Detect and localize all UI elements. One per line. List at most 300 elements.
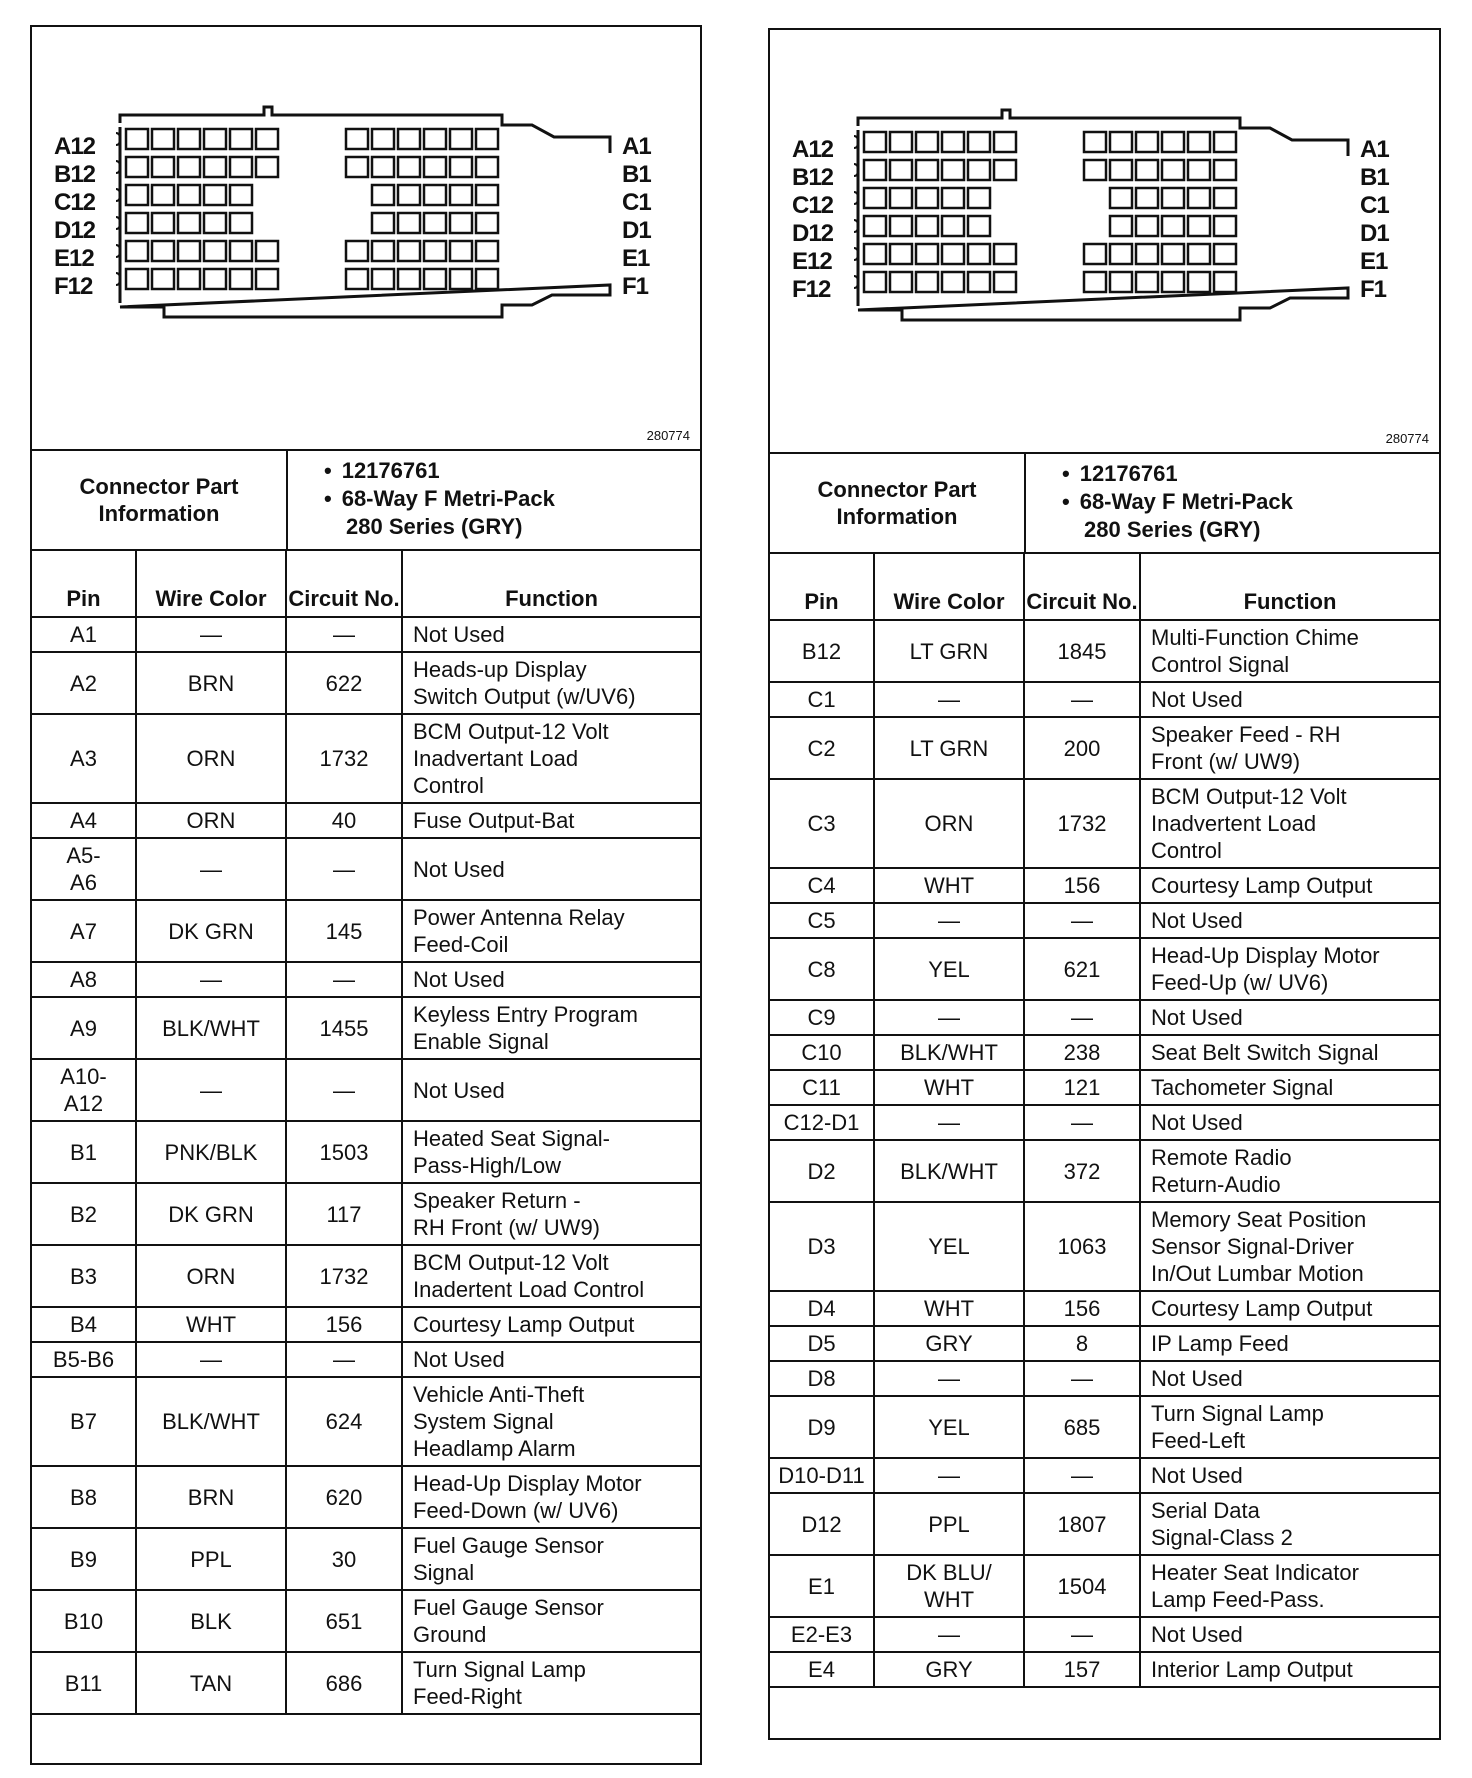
pin-cavity <box>256 129 278 149</box>
pin-cavity <box>450 241 472 261</box>
pin-cavity <box>424 213 446 233</box>
pin-row <box>770 1105 1439 1140</box>
col-header-circuit: Circuit No. <box>286 551 402 617</box>
pin-cavity <box>1110 216 1132 236</box>
pin-cavity <box>346 269 368 289</box>
pin-cavity <box>1188 188 1210 208</box>
row-label-left: E12 <box>792 248 832 275</box>
pin-row <box>32 1307 700 1342</box>
wire-color-cell: — <box>136 962 286 997</box>
circuit-cell: 624 <box>286 1377 402 1466</box>
row-bracket <box>116 245 120 257</box>
circuit-cell: — <box>286 838 402 900</box>
pin-cavity <box>372 241 394 261</box>
part-info-label: Connector Part Information <box>770 454 1026 552</box>
pin-cavity <box>994 132 1016 152</box>
pin-cavity <box>942 216 964 236</box>
wire-color-cell: GRY <box>874 1326 1024 1361</box>
pin-cavity <box>398 157 420 177</box>
pin-row <box>770 1035 1439 1070</box>
col-header-pin: Pin <box>770 554 874 620</box>
pin-row <box>770 1140 1439 1202</box>
pin-cavity <box>398 213 420 233</box>
function-cell: Turn Signal Lamp Feed-Right <box>402 1652 700 1714</box>
pin-cavity <box>916 132 938 152</box>
pin-cavity <box>1214 244 1236 264</box>
pin-cavity <box>398 269 420 289</box>
pin-row <box>770 1000 1439 1035</box>
pin-cavity <box>1214 272 1236 292</box>
wire-color-cell: DK GRN <box>136 1183 286 1245</box>
wire-color-cell: BRN <box>136 1466 286 1528</box>
pin-row <box>32 714 700 803</box>
connector-face-drawing <box>770 30 1439 450</box>
pin-cell: B11 <box>32 1652 136 1714</box>
pin-cell: E4 <box>770 1652 874 1687</box>
pin-cavity <box>864 272 886 292</box>
pin-row <box>32 652 700 714</box>
pin-cavity <box>204 213 226 233</box>
row-label-right: C1 <box>622 189 651 216</box>
pin-cavity <box>372 269 394 289</box>
pin-cavity <box>398 129 420 149</box>
connector-panel-left <box>30 25 702 1765</box>
wire-color-cell: BLK/WHT <box>874 1140 1024 1202</box>
row-bracket <box>854 248 858 260</box>
connector-part-info <box>32 451 700 551</box>
pin-row <box>770 717 1439 779</box>
wire-color-cell: BLK/WHT <box>874 1035 1024 1070</box>
wire-color-cell: WHT <box>136 1307 286 1342</box>
function-cell: Not Used <box>402 617 700 652</box>
row-label-right: B1 <box>1360 164 1389 191</box>
pin-cell: D9 <box>770 1396 874 1458</box>
pin-cavity <box>1188 216 1210 236</box>
pin-row <box>32 1466 700 1528</box>
pin-cavity <box>126 269 148 289</box>
row-bracket <box>854 220 858 232</box>
wire-color-cell: PPL <box>874 1493 1024 1555</box>
wire-color-cell: TAN <box>136 1652 286 1714</box>
pin-row <box>32 803 700 838</box>
pin-cavity <box>476 157 498 177</box>
function-cell: Speaker Feed - RH Front (w/ UW9) <box>1140 717 1439 779</box>
pin-cavity <box>256 269 278 289</box>
row-label-left: C12 <box>792 192 834 219</box>
pin-row <box>32 1652 700 1714</box>
pin-cavity <box>424 241 446 261</box>
function-cell: Not Used <box>402 838 700 900</box>
circuit-cell: 156 <box>1024 1291 1140 1326</box>
pin-cavity <box>204 241 226 261</box>
circuit-cell: 1807 <box>1024 1493 1140 1555</box>
pin-row <box>770 779 1439 868</box>
connector-diagram <box>770 30 1439 454</box>
function-cell: Fuel Gauge Sensor Signal <box>402 1528 700 1590</box>
row-bracket <box>116 161 120 173</box>
circuit-cell: 145 <box>286 900 402 962</box>
connector-diagram <box>32 27 700 451</box>
circuit-cell: — <box>1024 1361 1140 1396</box>
pin-cavity <box>1162 244 1184 264</box>
pin-cavity <box>398 185 420 205</box>
pin-cavity <box>1136 244 1158 264</box>
pin-cell: C2 <box>770 717 874 779</box>
wire-color-cell: BLK/WHT <box>136 997 286 1059</box>
pin-cavity <box>346 241 368 261</box>
pin-cavity <box>126 241 148 261</box>
pin-cavity <box>126 185 148 205</box>
pin-cavity <box>1188 132 1210 152</box>
wire-color-cell: BRN <box>136 652 286 714</box>
pin-cell: C3 <box>770 779 874 868</box>
function-cell: Fuel Gauge Sensor Ground <box>402 1590 700 1652</box>
pin-row <box>32 838 700 900</box>
pin-cell: C12-D1 <box>770 1105 874 1140</box>
wire-color-cell: — <box>874 1617 1024 1652</box>
pin-cavity <box>450 129 472 149</box>
pin-cell: A7 <box>32 900 136 962</box>
function-cell: BCM Output-12 Volt Inadertent Load Control <box>402 1245 700 1307</box>
function-cell: Not Used <box>402 1059 700 1121</box>
row-label-left: E12 <box>54 245 94 272</box>
pin-cavity <box>178 241 200 261</box>
row-label-right: A1 <box>622 133 651 160</box>
function-cell: Not Used <box>1140 1617 1439 1652</box>
pin-cavity <box>864 216 886 236</box>
pin-cavity <box>230 241 252 261</box>
pin-cavity <box>450 185 472 205</box>
function-cell: Power Antenna Relay Feed-Coil <box>402 900 700 962</box>
wire-color-cell: WHT <box>874 1070 1024 1105</box>
pin-cavity <box>942 188 964 208</box>
pin-row <box>770 1326 1439 1361</box>
row-bracket <box>116 133 120 145</box>
pin-cavity <box>204 129 226 149</box>
circuit-cell: 40 <box>286 803 402 838</box>
circuit-cell: 8 <box>1024 1326 1140 1361</box>
pin-cavity <box>476 213 498 233</box>
pin-cavity <box>424 185 446 205</box>
row-label-right: B1 <box>622 161 651 188</box>
pin-cavity <box>916 188 938 208</box>
pin-cavity <box>890 216 912 236</box>
function-cell: Tachometer Signal <box>1140 1070 1439 1105</box>
function-cell: Not Used <box>1140 903 1439 938</box>
function-cell: Not Used <box>1140 682 1439 717</box>
part-series: 280 Series (GRY) <box>1084 517 1261 542</box>
wire-color-cell: PPL <box>136 1528 286 1590</box>
pin-cell: B1 <box>32 1121 136 1183</box>
circuit-cell: 685 <box>1024 1396 1140 1458</box>
pin-cell: A4 <box>32 803 136 838</box>
pin-cavity <box>178 157 200 177</box>
pin-cavity <box>424 269 446 289</box>
pin-cavity <box>1136 272 1158 292</box>
pin-cavity <box>398 241 420 261</box>
pin-cell: D8 <box>770 1361 874 1396</box>
pin-row <box>32 997 700 1059</box>
row-label-left: A12 <box>54 133 96 160</box>
pin-cavity <box>476 129 498 149</box>
pin-row <box>770 1493 1439 1555</box>
pin-cavity <box>916 216 938 236</box>
pin-cavity <box>372 157 394 177</box>
pin-cavity <box>994 244 1016 264</box>
pin-cavity <box>204 157 226 177</box>
pin-cell: B7 <box>32 1377 136 1466</box>
pin-cavity <box>1214 160 1236 180</box>
function-cell: Not Used <box>1140 1105 1439 1140</box>
row-bracket <box>854 276 858 288</box>
row-label-left: B12 <box>792 164 834 191</box>
pinout-rows <box>32 617 700 1714</box>
pin-cell: C1 <box>770 682 874 717</box>
function-cell: Not Used <box>402 1342 700 1377</box>
pin-row <box>32 1183 700 1245</box>
pin-cell: B5-B6 <box>32 1342 136 1377</box>
function-cell: Head-Up Display Motor Feed-Down (w/ UV6) <box>402 1466 700 1528</box>
pin-cell: C11 <box>770 1070 874 1105</box>
row-label-right: E1 <box>1360 248 1388 275</box>
wire-color-cell: BLK/WHT <box>136 1377 286 1466</box>
pin-cavity <box>230 213 252 233</box>
pin-cavity <box>372 213 394 233</box>
wire-color-cell: — <box>874 903 1024 938</box>
pin-cavity <box>178 185 200 205</box>
circuit-cell: 1732 <box>1024 779 1140 868</box>
pin-row <box>32 900 700 962</box>
pin-cavity <box>1110 272 1132 292</box>
row-label-right: F1 <box>1360 276 1387 303</box>
row-bracket <box>116 273 120 285</box>
pin-cell: E1 <box>770 1555 874 1617</box>
pin-cavity <box>864 244 886 264</box>
row-label-right: D1 <box>622 217 651 244</box>
row-label-right: A1 <box>1360 136 1389 163</box>
part-info-values: • 12176761 • 68-Way F Metri-Pack 280 Series (GRY) <box>1026 454 1439 552</box>
row-label-right: C1 <box>1360 192 1389 219</box>
pin-cell: C4 <box>770 868 874 903</box>
pin-cavity <box>450 269 472 289</box>
pin-cavity <box>476 241 498 261</box>
pin-cavity <box>994 160 1016 180</box>
wire-color-cell: YEL <box>874 938 1024 1000</box>
circuit-cell: 1845 <box>1024 620 1140 682</box>
pin-row <box>770 1070 1439 1105</box>
pin-cavity <box>890 272 912 292</box>
wire-color-cell: — <box>136 1059 286 1121</box>
pin-row <box>32 1528 700 1590</box>
pin-cavity <box>942 244 964 264</box>
circuit-cell: — <box>1024 903 1140 938</box>
pin-row <box>770 620 1439 682</box>
pin-cell: E2-E3 <box>770 1617 874 1652</box>
pin-cavity <box>1136 216 1158 236</box>
function-cell: Interior Lamp Output <box>1140 1652 1439 1687</box>
col-header-function: Function <box>1140 554 1439 620</box>
pin-cell: A5- A6 <box>32 838 136 900</box>
pin-cavity <box>178 213 200 233</box>
pin-row <box>32 1590 700 1652</box>
pin-cavity <box>1214 132 1236 152</box>
col-header-circuit: Circuit No. <box>1024 554 1140 620</box>
pin-cavity <box>450 157 472 177</box>
row-label-left: F12 <box>792 276 831 303</box>
circuit-cell: 117 <box>286 1183 402 1245</box>
connector-part-info <box>770 454 1439 554</box>
pin-cavity <box>890 160 912 180</box>
pin-cavity <box>1162 188 1184 208</box>
pin-row <box>32 1059 700 1121</box>
pin-cell: B4 <box>32 1307 136 1342</box>
pin-cell: A10- A12 <box>32 1059 136 1121</box>
circuit-cell: 620 <box>286 1466 402 1528</box>
pin-cavity <box>916 244 938 264</box>
pin-cavity <box>942 132 964 152</box>
pin-cell: A9 <box>32 997 136 1059</box>
circuit-cell: — <box>1024 1000 1140 1035</box>
part-info-values: • 12176761 • 68-Way F Metri-Pack 280 Series (GRY) <box>288 451 700 549</box>
pin-cavity <box>1188 160 1210 180</box>
pin-cavity <box>152 157 174 177</box>
pin-cavity <box>230 185 252 205</box>
wire-color-cell: — <box>874 1361 1024 1396</box>
pin-cell: A1 <box>32 617 136 652</box>
circuit-cell: 372 <box>1024 1140 1140 1202</box>
circuit-cell: — <box>1024 1458 1140 1493</box>
pin-cell: D12 <box>770 1493 874 1555</box>
pin-cavity <box>346 129 368 149</box>
part-info-label: Connector Part Information <box>32 451 288 549</box>
pin-row <box>32 1245 700 1307</box>
circuit-cell: 1732 <box>286 1245 402 1307</box>
function-cell: Multi-Function Chime Control Signal <box>1140 620 1439 682</box>
pin-cell: C10 <box>770 1035 874 1070</box>
pin-row <box>32 962 700 997</box>
part-number: 12176761 <box>1079 461 1178 486</box>
circuit-cell: 121 <box>1024 1070 1140 1105</box>
pin-cell: D3 <box>770 1202 874 1291</box>
pin-cavity <box>476 269 498 289</box>
function-cell: Seat Belt Switch Signal <box>1140 1035 1439 1070</box>
wire-color-cell: LT GRN <box>874 620 1024 682</box>
wire-color-cell: WHT <box>874 868 1024 903</box>
pin-cavity <box>890 244 912 264</box>
row-bracket <box>116 189 120 201</box>
pin-cavity <box>1084 272 1106 292</box>
pinout-table <box>770 554 1439 1688</box>
wire-color-cell: GRY <box>874 1652 1024 1687</box>
pin-cavity <box>1162 160 1184 180</box>
row-bracket <box>116 217 120 229</box>
function-cell: Fuse Output-Bat <box>402 803 700 838</box>
row-label-left: D12 <box>54 217 96 244</box>
pin-cavity <box>1084 244 1106 264</box>
pin-cell: D10-D11 <box>770 1458 874 1493</box>
col-header-wire-color: Wire Color <box>874 554 1024 620</box>
pin-cell: B3 <box>32 1245 136 1307</box>
pin-cavity <box>1162 216 1184 236</box>
function-cell: Speaker Return - RH Front (w/ UW9) <box>402 1183 700 1245</box>
pin-cell: B9 <box>32 1528 136 1590</box>
row-bracket <box>854 136 858 148</box>
pin-row <box>770 903 1439 938</box>
pin-cavity <box>204 185 226 205</box>
pin-cell: B8 <box>32 1466 136 1528</box>
function-cell: Turn Signal Lamp Feed-Left <box>1140 1396 1439 1458</box>
pin-cell: C8 <box>770 938 874 1000</box>
pinout-rows <box>770 620 1439 1687</box>
pin-row <box>770 1652 1439 1687</box>
circuit-cell: — <box>1024 682 1140 717</box>
pin-cavity <box>1162 272 1184 292</box>
circuit-cell: 621 <box>1024 938 1140 1000</box>
function-cell: Serial Data Signal-Class 2 <box>1140 1493 1439 1555</box>
pin-cavity <box>968 272 990 292</box>
function-cell: Not Used <box>402 962 700 997</box>
circuit-cell: 651 <box>286 1590 402 1652</box>
wire-color-cell: ORN <box>874 779 1024 868</box>
wire-color-cell: — <box>874 1458 1024 1493</box>
circuit-cell: 622 <box>286 652 402 714</box>
row-label-right: D1 <box>1360 220 1389 247</box>
function-cell: BCM Output-12 Volt Inadvertant Load Control <box>402 714 700 803</box>
function-cell: Courtesy Lamp Output <box>402 1307 700 1342</box>
pin-row <box>770 1361 1439 1396</box>
function-cell: Not Used <box>1140 1000 1439 1035</box>
circuit-cell: 1732 <box>286 714 402 803</box>
pin-row <box>770 1291 1439 1326</box>
wire-color-cell: ORN <box>136 803 286 838</box>
pin-cavity <box>152 269 174 289</box>
pin-cavity <box>968 216 990 236</box>
pin-cavity <box>1136 188 1158 208</box>
function-cell: Not Used <box>1140 1361 1439 1396</box>
function-cell: Remote Radio Return-Audio <box>1140 1140 1439 1202</box>
row-label-left: C12 <box>54 189 96 216</box>
function-cell: Head-Up Display Motor Feed-Up (w/ UV6) <box>1140 938 1439 1000</box>
function-cell: Courtesy Lamp Output <box>1140 868 1439 903</box>
pin-cavity <box>1136 160 1158 180</box>
pin-row <box>32 1121 700 1183</box>
row-label-left: F12 <box>54 273 93 300</box>
function-cell: Heads-up Display Switch Output (w/UV6) <box>402 652 700 714</box>
figure-number: 280774 <box>646 428 690 443</box>
function-cell: Vehicle Anti-Theft System Signal Headlamp Alarm <box>402 1377 700 1466</box>
wire-color-cell: YEL <box>874 1396 1024 1458</box>
wire-color-cell: PNK/BLK <box>136 1121 286 1183</box>
pin-cavity <box>152 213 174 233</box>
circuit-cell: — <box>286 1059 402 1121</box>
pin-cavity <box>1110 188 1132 208</box>
wire-color-cell: — <box>874 1000 1024 1035</box>
function-cell: Memory Seat Position Sensor Signal-Driver In/Out Lumbar Motion <box>1140 1202 1439 1291</box>
pin-cavity <box>476 185 498 205</box>
part-description: 68-Way F Metri-Pack <box>341 486 555 511</box>
connector-face-drawing <box>32 27 700 447</box>
pin-cavity <box>230 129 252 149</box>
wire-color-cell: BLK <box>136 1590 286 1652</box>
pin-cavity <box>1110 160 1132 180</box>
circuit-cell: 1503 <box>286 1121 402 1183</box>
wire-color-cell: WHT <box>874 1291 1024 1326</box>
pin-cavity <box>1214 216 1236 236</box>
pin-cavity <box>968 132 990 152</box>
pin-row <box>770 1555 1439 1617</box>
pin-cell: D2 <box>770 1140 874 1202</box>
connector-panel-right <box>768 28 1441 1740</box>
